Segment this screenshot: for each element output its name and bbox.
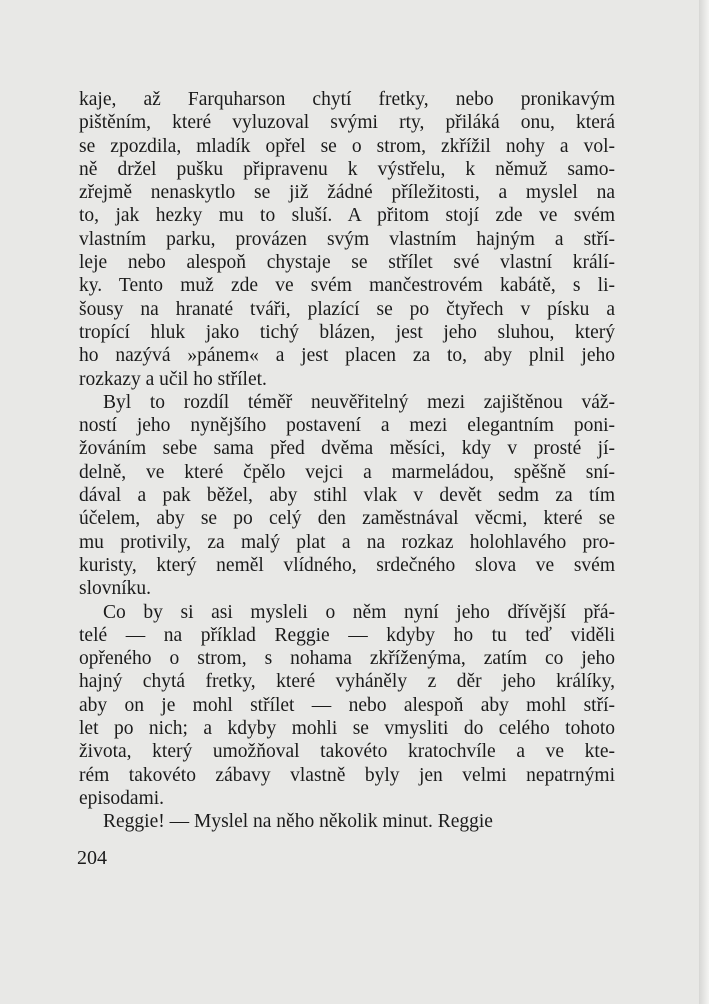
text-line: tropící hluk jako tichý blázen, jest jeho sluhou, který	[79, 321, 615, 343]
text-line: to, jak hezky mu to sluší. A přitom stojí zde ve svém	[79, 205, 615, 227]
text-line: rozkazy a učil ho střílet.	[79, 368, 267, 390]
text-line: kaje, až Farquharson chytí fretky, nebo pronikavým	[79, 89, 615, 110]
text-line: pištěním, které vyluzoval svými rty, přiláká onu, která	[79, 112, 615, 134]
text-line: Byl to rozdíl téměř neuvěřitelný mezi zajištěnou váž-	[103, 391, 615, 413]
text-line: ností jeho nynějšího postavení a mezi elegantním poni-	[79, 415, 615, 437]
text-line: aby on je mohl střílet — nebo alespoň aby mohl stří-	[79, 694, 615, 716]
body-text	[79, 88, 615, 834]
text-line: hajný chytá fretky, které vyháněly z děr jeho králíky,	[79, 671, 615, 693]
text-line: ho nazývá »pánem« a jest placen za to, aby plnil jeho	[79, 345, 615, 367]
text-line: zřejmě nenaskytlo se již žádné příležitosti, a myslel na	[79, 182, 615, 204]
text-line: opřeného o strom, s nohama zkříženýma, zatím co jeho	[79, 648, 615, 670]
text-line: rém takovéto zábavy vlastně byly jen velmi nepatrnými	[79, 764, 615, 786]
text-line: slovníku.	[79, 578, 152, 600]
text-line: života, který umožňoval takovéto kratochvíle a ve kte-	[79, 741, 615, 763]
paragraph	[79, 391, 615, 601]
text-line: se zpozdila, mladík opřel se o strom, zkřížil nohy a vol-	[79, 135, 615, 157]
text-line: let po nich; a kdyby mohli se vmysliti do celého tohoto	[79, 718, 615, 740]
text-line: žováním sebe sama před dvěma měsíci, kdy v prosté jí-	[79, 438, 615, 460]
text-line: Co by si asi mysleli o něm nyní jeho dřívější přá-	[103, 601, 615, 623]
text-line: leje nebo alespoň chystaje se střílet své vlastní králí-	[79, 252, 615, 274]
text-line: vlastním parku, provázen svým vlastním hajným a stří-	[79, 228, 615, 250]
paragraph	[79, 601, 615, 811]
paragraph	[79, 88, 615, 391]
text-line: ně držel pušku připravenu k výstřelu, k němuž samo-	[79, 158, 615, 180]
text-line: šousy na hranaté tváři, plazící se po čtyřech v písku a	[79, 298, 615, 320]
text-line: účelem, aby se po celý den zaměstnával věcmi, které se	[79, 508, 615, 530]
text-line: delně, ve které čpělo vejci a marmeládou, spěšně sní-	[79, 461, 615, 483]
text-line: ky. Tento muž zde ve svém mančestrovém kabátě, s li-	[79, 275, 615, 297]
paragraph	[79, 810, 615, 833]
page-number: 204	[77, 847, 107, 869]
page-gutter-edge	[699, 0, 709, 1004]
text-line: kuristy, který neměl vlídného, srdečného slova ve svém	[79, 554, 615, 576]
text-line: dával a pak běžel, aby stihl vlak v devět sedm za tím	[79, 485, 615, 507]
text-line: telé — na příklad Reggie — kdyby ho tu teď viděli	[79, 624, 615, 646]
text-line: episodami.	[79, 787, 165, 809]
text-line: Reggie! — Myslel na něho několik minut. Reggie	[103, 811, 493, 833]
text-line: mu protivily, za malý plat a na rozkaz holohlavého pro-	[79, 531, 615, 553]
